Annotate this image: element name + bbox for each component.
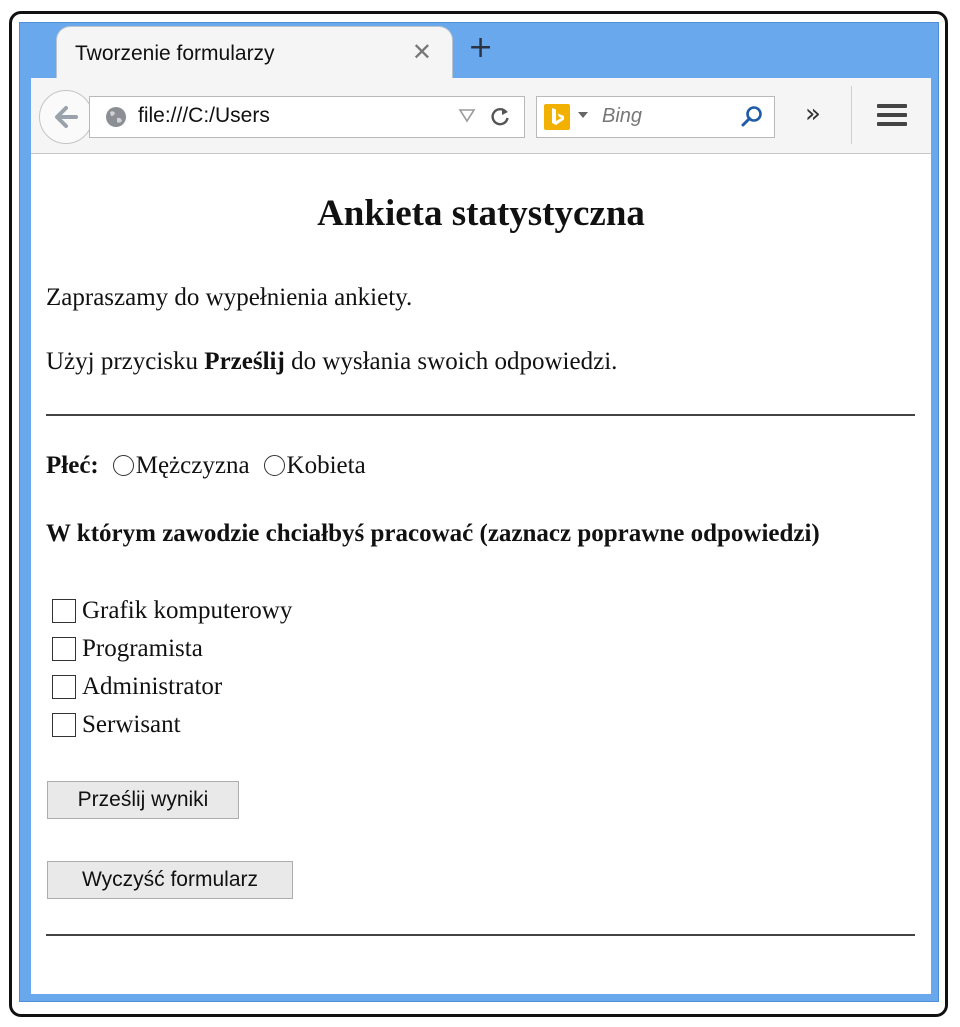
gender-group — [46, 452, 380, 480]
hamburger-menu-icon[interactable] — [876, 102, 908, 128]
checkbox-label: Administrator — [82, 673, 223, 700]
gender-option-female[interactable] — [264, 452, 366, 480]
browser-tab[interactable] — [56, 26, 453, 79]
checkbox[interactable] — [52, 599, 76, 623]
back-button[interactable] — [39, 90, 93, 144]
gender-option-label: Kobieta — [286, 452, 366, 479]
checkbox[interactable] — [52, 637, 76, 661]
profession-question: W którym zawodzie chciałbyś pracować (zaznacz poprawne odpowiedzi) — [46, 520, 820, 547]
nav-toolbar — [31, 78, 931, 154]
overflow-chevron-icon[interactable]: » — [805, 99, 821, 129]
checkbox-label: Serwisant — [82, 711, 181, 738]
address-bar[interactable] — [89, 96, 525, 138]
checkbox-item-grafik[interactable] — [52, 592, 292, 630]
arrow-left-icon — [52, 103, 80, 131]
checkbox-item-programista[interactable] — [52, 630, 292, 668]
page-content — [31, 154, 931, 994]
instruction-text — [46, 348, 617, 376]
browser-window — [19, 22, 939, 1002]
gender-option-label: Mężczyzna — [135, 452, 250, 479]
reload-icon[interactable] — [489, 106, 511, 128]
divider-top — [46, 414, 915, 416]
profession-checklist — [52, 592, 292, 744]
reset-button[interactable]: Wyczyść formularz — [47, 861, 293, 899]
checkbox-item-administrator[interactable] — [52, 668, 292, 706]
url-input[interactable] — [138, 102, 438, 130]
checkbox-label: Grafik komputerowy — [82, 597, 293, 624]
globe-icon — [104, 105, 128, 129]
gender-option-male[interactable] — [113, 452, 250, 480]
close-icon[interactable]: ✕ — [411, 38, 432, 66]
instruction-bold: Prześlij — [204, 348, 285, 375]
tab-title: Tworzenie formularzy — [75, 42, 275, 65]
instruction-suffix: do wysłania swoich odpowiedzi. — [284, 348, 618, 375]
chevron-down-icon[interactable] — [577, 111, 589, 119]
radio-male[interactable] — [113, 455, 134, 476]
search-icon[interactable] — [740, 105, 764, 129]
search-box[interactable] — [536, 96, 775, 138]
instruction-prefix: Użyj przycisku — [46, 348, 205, 375]
new-tab-icon[interactable]: + — [468, 30, 494, 65]
submit-button[interactable]: Prześlij wyniki — [47, 781, 239, 819]
intro-text: Zapraszamy do wypełnienia ankiety. — [46, 284, 413, 311]
bing-logo-icon[interactable] — [544, 104, 570, 130]
dropdown-triangle-icon[interactable] — [458, 107, 476, 123]
checkbox-item-serwisant[interactable] — [52, 706, 292, 744]
gender-label: Płeć: — [46, 452, 99, 479]
divider-bottom — [46, 934, 915, 936]
checkbox[interactable] — [52, 675, 76, 699]
radio-female[interactable] — [264, 455, 285, 476]
page-title: Ankieta statystyczna — [317, 193, 645, 234]
search-input[interactable] — [602, 102, 732, 130]
toolbar-divider — [851, 86, 852, 144]
checkbox[interactable] — [52, 713, 76, 737]
checkbox-label: Programista — [82, 635, 203, 662]
